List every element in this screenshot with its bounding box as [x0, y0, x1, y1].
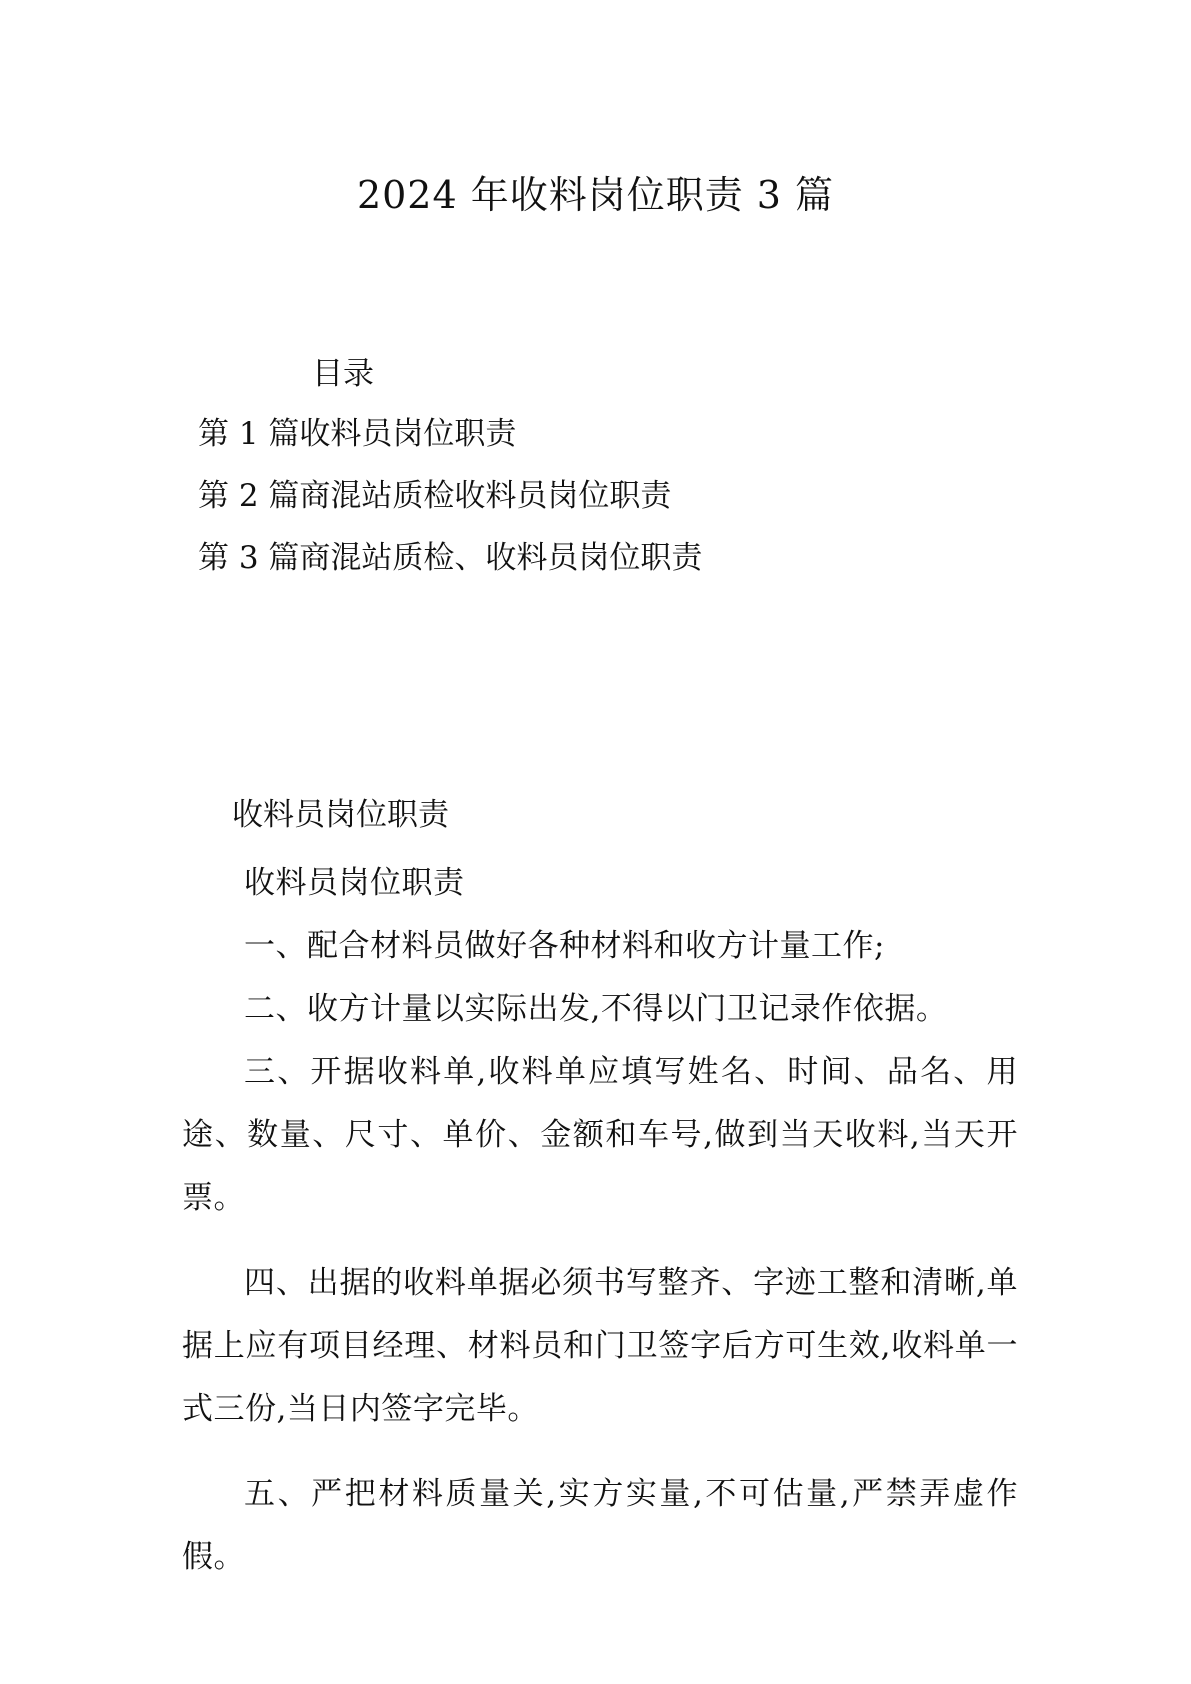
table-of-contents: [198, 412, 702, 598]
duty-paragraph-1: 一、配合材料员做好各种材料和收方计量工作;: [244, 928, 885, 964]
duty-paragraph-2: 二、收方计量以实际出发,不得以门卫记录作依据。: [244, 991, 948, 1027]
toc-item-1[interactable]: 第 1 篇收料员岗位职责: [198, 416, 517, 452]
section-heading: 收料员岗位职责: [232, 797, 449, 833]
duty-paragraph-5: 五、严把材料质量关,实方实量,不可估量,严禁弄虚作假。: [182, 1476, 1018, 1575]
duty-paragraph-4: 四、出据的收料单据必须书写整齐、字迹工整和清晰,单据上应有项目经理、材料员和门卫签字后方可生效,收料单一式三份,当日内签字完毕。: [182, 1265, 1018, 1427]
toc-item-3[interactable]: 第 3 篇商混站质检、收料员岗位职责: [198, 540, 703, 576]
toc-item-2[interactable]: 第 2 篇商混站质检收料员岗位职责: [198, 478, 672, 514]
section-subtitle: 收料员岗位职责: [244, 865, 465, 901]
toc-heading: 目录: [312, 356, 374, 392]
section-body: [182, 852, 1018, 1611]
document-title: 2024 年收料岗位职责 3 篇: [356, 173, 835, 217]
duty-paragraph-3: 三、开据收料单,收料单应填写姓名、时间、品名、用途、数量、尺寸、单价、金额和车号,做到当天收料,当天开票。: [182, 1054, 1018, 1216]
